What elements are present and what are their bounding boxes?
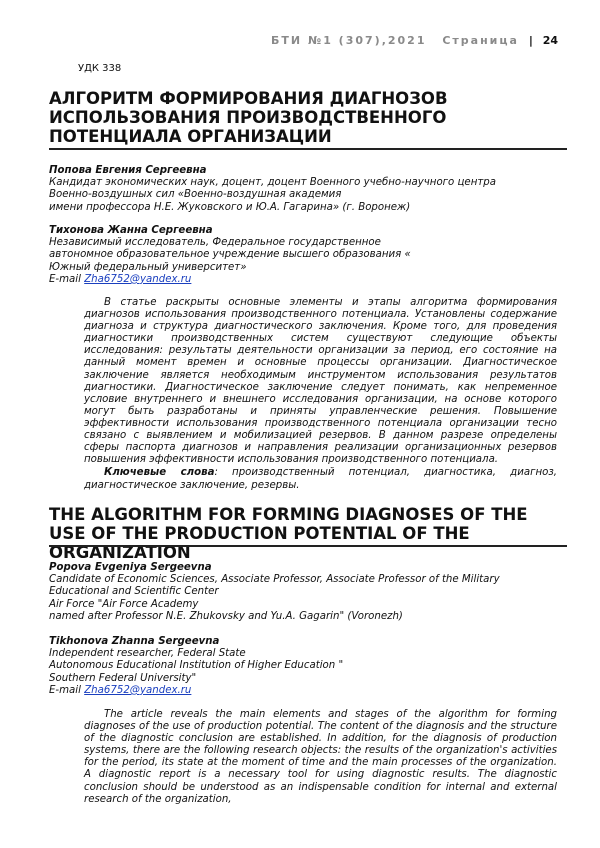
keywords-label: Ключевые слова	[104, 467, 215, 478]
author-affiliation-line: Кандидат экономических наук, доцент, доцент Военного учебно-научного центра	[49, 177, 497, 189]
author-affiliation-line: Военно-воздушных сил «Военно-воздушная академия	[49, 189, 342, 201]
author-affiliation-line: имени профессора Н.Е. Жуковского и Ю.А. Гагарина» (г. Воронеж)	[49, 201, 411, 213]
author-affiliation-line: Независимый исследователь, Федеральное государственное	[49, 237, 381, 249]
author-name: Popova Evgeniya Sergeevna	[49, 562, 212, 573]
running-header	[271, 34, 558, 47]
title-en: THE ALGORITHM FOR FORMING DIAGNOSES OF THE USE OF THE PRODUCTION POTENTIAL OF THE ORGANIZATION	[49, 505, 528, 562]
author-affiliation-line: автономное образовательное учреждение высшего образования «	[49, 249, 411, 261]
author-affiliation-line: Southern Federal University"	[49, 672, 197, 684]
author-affiliation-line: Air Force "Air Force Academy	[49, 598, 199, 610]
keywords-text: : производственный потенциал, диагностика, диагноз, диагностическое заключение, резервы.	[84, 467, 557, 491]
keywords-ru	[84, 466, 557, 492]
author-affiliation-line: Южный федеральный университет»	[49, 261, 247, 273]
title-ru: АЛГОРИТМ ФОРМИРОВАНИЯ ДИАГНОЗОВ ИСПОЛЬЗОВАНИЯ ПРОИЗВОДСТВЕННОГО ПОТЕНЦИАЛА ОРГАНИЗАЦИИ	[49, 89, 448, 146]
page-label: Страница	[442, 34, 519, 47]
author-affiliation-line: Independent researcher, Federal State	[49, 648, 246, 660]
author-ru-2	[49, 225, 569, 286]
header-separator: |	[528, 34, 533, 47]
email-label: E-mail	[49, 273, 81, 285]
author-name: Тихонова Жанна Сергеевна	[49, 225, 213, 236]
title-en-rule	[49, 545, 567, 547]
email-link[interactable]: Zha6752@yandex.ru	[84, 273, 192, 285]
email-label: E-mail	[49, 684, 81, 696]
author-affiliation-line: Educational and Scientific Center	[49, 586, 219, 598]
page-number: 24	[542, 34, 558, 47]
email-line	[49, 274, 569, 286]
udk-code: УДК 338	[78, 63, 122, 74]
email-line	[49, 685, 569, 697]
email-link[interactable]: Zha6752@yandex.ru	[84, 684, 192, 696]
author-affiliation-line: named after Professor N.E. Zhukovsky and Yu.A. Gagarin" (Voronezh)	[49, 610, 403, 622]
abstract-en: The article reveals the main elements and stages of the algorithm for forming diagnoses of the use of production potential. The content of the diagnosis and the structure of the diagnostic conclusion are established. In addition, for the diagnosis of production systems, there are the following research objects: the results of the organization's activities for the period, its state at the moment of time and the main processes of the organization. A diagnostic report is a necessary tool for using diagnostic results. The diagnostic conclusion should be understood as an indispensable condition for internal and external research of the organization,	[84, 709, 557, 805]
abstract-ru: В статье раскрыты основные элементы и этапы алгоритма формирования диагнозов использования производственного потенциала. Установлены содержание диагноза и структура диагностического заключения. Кроме того, для проведения диагностики производственных систем существуют следующие объекты исследования: результаты деятельности организации за период, его состояние на данный момент времен и основные процессы организации. Диагностическое заключение является необходимым инструментом использования результатов диагностики. Диагностическое заключение следует понимать, как непременное условие внутреннего и внешнего исследования организации, на основе которого могут быть разработаны и приняты управленческие решения. Повышение эффективности использования производственного потенциала организации тесно связано с выявлением и мобилизацией резервов. В данном разрезе определены сферы паспорта диагнозов и направления реализации организационных резервов повышения эффективности использования производственного потенциала.	[84, 297, 557, 466]
author-name: Попова Евгения Сергеевна	[49, 165, 207, 176]
title-ru-rule	[49, 148, 567, 150]
author-affiliation-line: Candidate of Economic Sciences, Associate Professor, Associate Professor of the Military	[49, 574, 500, 586]
author-ru-1	[49, 165, 569, 214]
author-en-1	[49, 562, 569, 623]
author-name: Tikhonova Zhanna Sergeevna	[49, 636, 220, 647]
author-en-2	[49, 636, 569, 697]
journal-issue: БТИ №1 (307),2021	[271, 34, 427, 47]
author-affiliation-line: Autonomous Educational Institution of Higher Education "	[49, 660, 344, 672]
